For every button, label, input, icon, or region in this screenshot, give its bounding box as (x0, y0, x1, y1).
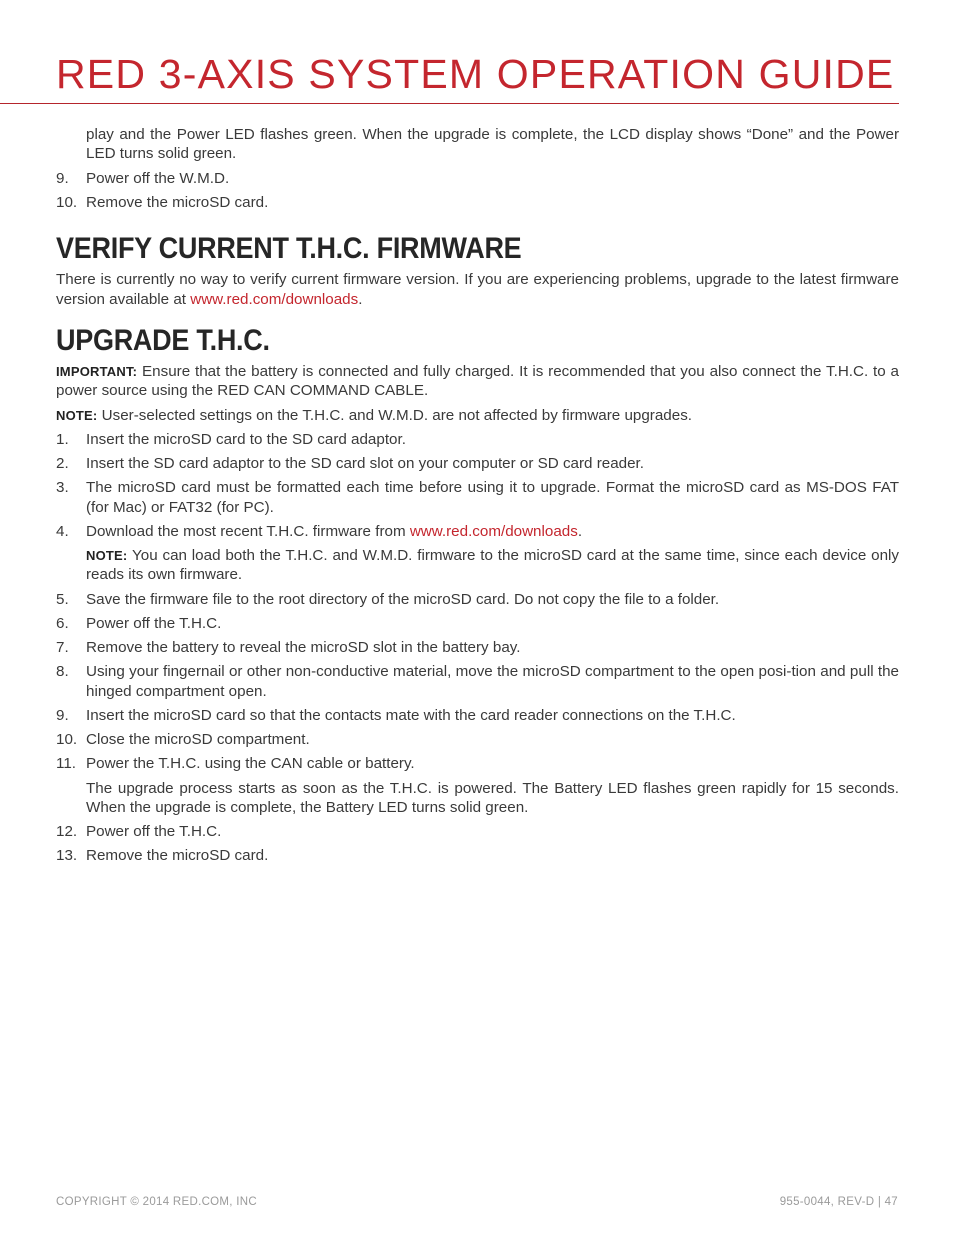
verify-text: There is currently no way to verify current firmware version. If you are experiencing problems, upgrade to the latest firmware version available at (56, 271, 899, 308)
step-item (56, 730, 899, 749)
important-label: IMPORTANT: (56, 364, 138, 380)
important-paragraph (56, 362, 899, 401)
step-number: 1. (56, 430, 69, 448)
document-header (56, 50, 899, 98)
continuation-paragraph: play and the Power LED flashes green. When the upgrade is complete, the LCD display shows “Done” and the Power LED turns solid green. (86, 126, 899, 163)
header-divider (0, 103, 899, 104)
list-item (56, 193, 899, 212)
step-text: Power off the T.H.C. (86, 614, 222, 632)
section-title-upgrade: UPGRADE T.H.C. (56, 324, 270, 358)
important-text: Ensure that the battery is connected and fully charged. It is recommended that you also connect the T.H.C. to a power source using the RED CAN COMMAND CABLE. (56, 363, 899, 400)
step-item (56, 522, 899, 541)
list-item (56, 169, 899, 188)
step-number: 8. (56, 663, 69, 681)
step-number: 2. (56, 455, 69, 473)
step-number: 13. (56, 847, 78, 865)
note-paragraph (56, 406, 899, 425)
step-item (56, 590, 899, 609)
step-text: Insert the microSD card to the SD card adaptor. (86, 430, 406, 448)
step-text: Close the microSD compartment. (86, 731, 310, 749)
step-note-paragraph (56, 546, 899, 585)
document-title: RED 3-AXIS SYSTEM OPERATION GUIDE (56, 51, 895, 97)
step-number: 7. (56, 639, 69, 657)
list-text: Power off the W.M.D. (86, 169, 230, 187)
step-item (56, 846, 899, 865)
note-label: NOTE: (86, 548, 128, 564)
step-number: 10. (56, 731, 78, 749)
step-number: 4. (56, 522, 69, 540)
verify-text-end: . (358, 290, 363, 308)
downloads-link[interactable]: www.red.com/downloads (190, 290, 359, 308)
list-number: 10. (56, 193, 78, 211)
step-text: The microSD card must be formatted each time before using it to upgrade. Format the microSD card as MS-DOS FAT (for Mac) or FAT32 (for PC). (86, 479, 899, 516)
verify-paragraph (56, 270, 899, 309)
step-text: Using your fingernail or other non-conductive material, move the microSD compartment to the open posi-tion and pull the hinged compartment open. (86, 663, 899, 700)
note-label: NOTE: (56, 407, 98, 423)
downloads-link[interactable]: www.red.com/downloads (409, 522, 578, 540)
step-text-end: . (577, 522, 583, 540)
step-item (56, 754, 899, 773)
step-number: 5. (56, 590, 69, 608)
list-number: 9. (56, 169, 69, 187)
step-text: Power the T.H.C. using the CAN cable or battery. (86, 755, 415, 773)
step-text: Save the firmware file to the root directory of the microSD card. Do not copy the file to a folder. (86, 590, 720, 608)
step-text: Insert the microSD card so that the contacts mate with the card reader connections on the T.H.C. (86, 706, 736, 724)
step-number: 3. (56, 479, 69, 497)
step-detail-paragraph: The upgrade process starts as soon as the T.H.C. is powered. The Battery LED flashes green rapidly for 15 seconds. When the upgrade is complete, the Battery LED turns solid green. (86, 779, 899, 816)
step-text: Remove the microSD card. (86, 847, 269, 865)
footer-copyright: COPYRIGHT © 2014 RED.COM, INC (56, 1196, 257, 1208)
page-content (56, 125, 899, 871)
note-text: User-selected settings on the T.H.C. and W.M.D. are not affected by firmware upgrades. (97, 406, 693, 424)
step-number: 12. (56, 823, 78, 841)
step-text: Remove the battery to reveal the microSD slot in the battery bay. (86, 639, 521, 657)
step-item (56, 822, 899, 841)
list-text: Remove the microSD card. (86, 193, 269, 211)
step-text: Insert the SD card adaptor to the SD card slot on your computer or SD card reader. (86, 455, 644, 473)
step-item (56, 662, 899, 701)
step-item (56, 706, 899, 725)
step-text: Power off the T.H.C. (86, 823, 222, 841)
step-number: 9. (56, 706, 69, 724)
step-item (56, 430, 899, 449)
section-title-verify-firmware: VERIFY CURRENT T.H.C. FIRMWARE (56, 232, 522, 266)
step-note-text: You can load both the T.H.C. and W.M.D. firmware to the microSD card at the same time, since each device only reads its own firmware. (86, 547, 899, 584)
step-number: 6. (56, 614, 69, 632)
step-item (56, 614, 899, 633)
footer-doc-page: 955-0044, REV-D | 47 (779, 1196, 898, 1208)
step-number: 11. (56, 755, 76, 773)
step-item (56, 478, 899, 517)
step-item (56, 638, 899, 657)
step-item (56, 454, 899, 473)
step-text: Download the most recent T.H.C. firmware from (86, 522, 410, 540)
